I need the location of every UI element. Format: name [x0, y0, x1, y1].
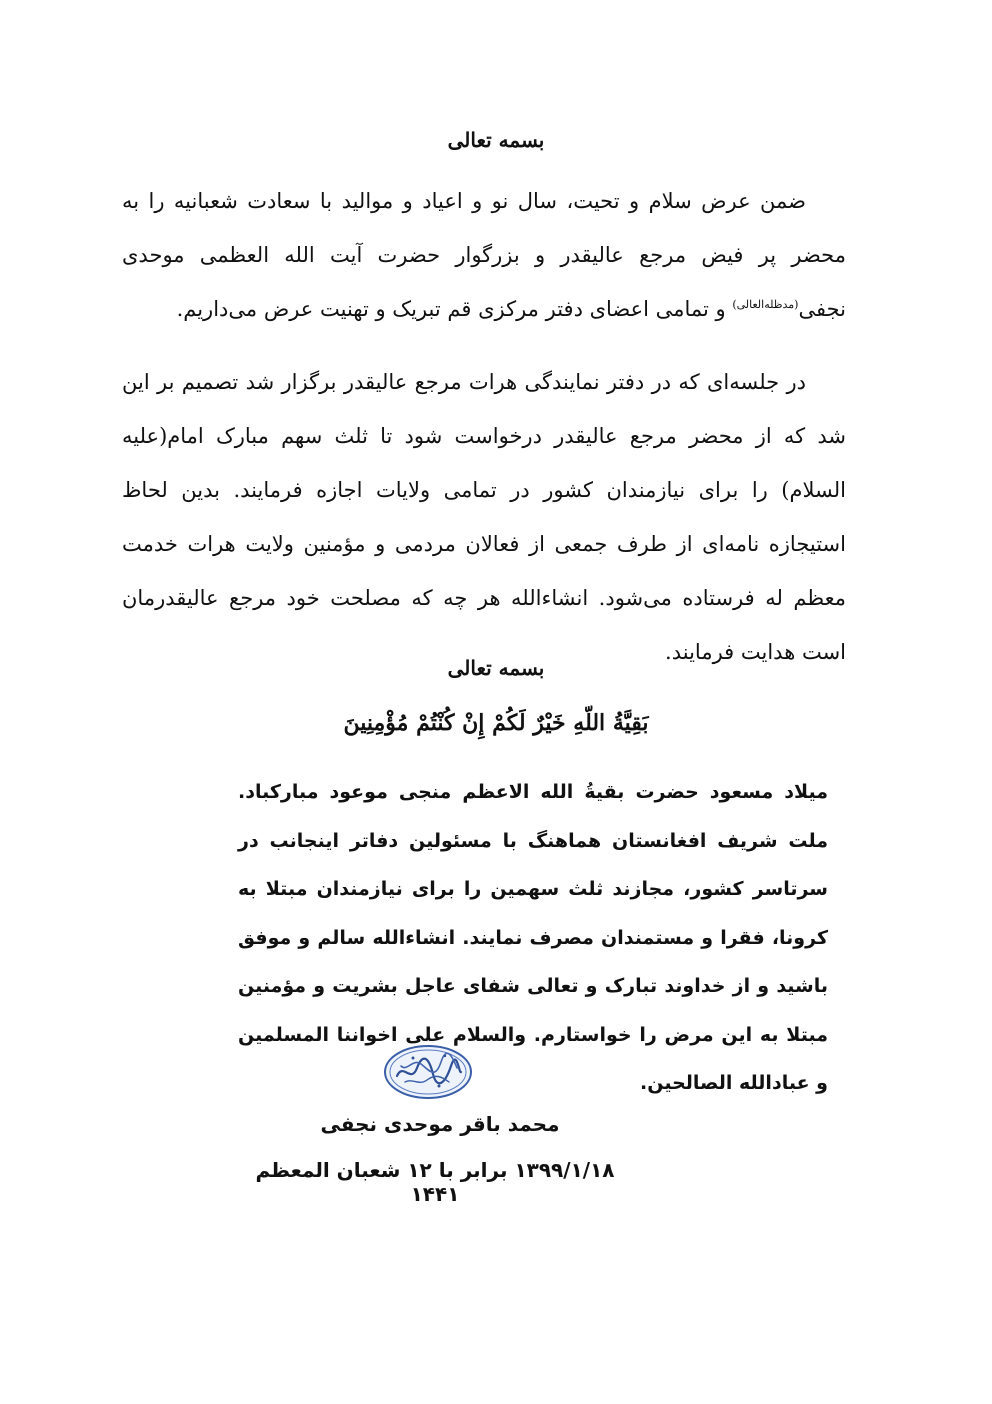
greeting-text-start: ضمن عرض سلام و تحیت، سال نو و اعیاد و موالید با سعادت شعبانیه را به محضر پر فیض مرجع عالیقدر و بزرگوار حضرت آیت الله العظمی موحدی نجفی	[122, 189, 846, 321]
quran-verse: بَقِيَّةُ اللّهِ خَيْرٌ لَكُمْ إِنْ كُنْتُمْ مُؤْمِنِينَ	[343, 710, 649, 736]
greeting-text-end: و تمامی اعضای دفتر مرکزی قم تبریک و تهنیت عرض می‌داریم.	[176, 297, 733, 321]
seal-stamp-icon	[383, 1044, 473, 1100]
top-heading: بسمه تعالی	[447, 128, 545, 152]
reply-message: میلاد مسعود حضرت بقیةُ الله الاعظم منجی موعود مبارکباد. ملت شریف افغانستان هماهنگ با مسئولین دفاتر اینجانب در سرتاسر کشور، مجازند ثلث سهمین را برای نیازمندان مبتلا به کرونا، فقرا و مستمندان مصرف نمایند. انشاءالله سالم و موفق باشید و از خداوند تبارک و تعالی شفای عاجل بشریت و مؤمنین مبتلا به این مرض را خواستارم. والسلام علی اخواننا المسلمین و عبادالله الصالحین.	[238, 781, 828, 1094]
date-line: ۱۳۹۹/۱/۱۸ برابر با ۱۲ شعبان المعظم ۱۴۴۱	[255, 1158, 615, 1206]
honorific-note: (مدظله‌العالی)	[732, 298, 799, 311]
signer-name: محمد باقر موحدی نجفی	[320, 1112, 560, 1136]
greeting-paragraph	[122, 174, 846, 336]
reply-heading: بسمه تعالی	[447, 656, 545, 680]
request-paragraph: در جلسه‌ای که در دفتر نمایندگی هرات مرجع عالیقدر برگزار شد تصمیم بر این شد که از محضر مرجع عالیقدر درخواست شود تا ثلث سهم مبارک امام(علیه السلام) را برای نیازمندان کشور در تمامی ولایات اجازه فرمایند. بدین لحاظ استیجازه نامه‌ای از طرف جمعی از فعالان مردمی و مؤمنین ولایت هرات خدمت معظم له فرستاده می‌شود. انشاءالله هر چه که مصلحت خود مرجع عالیقدرمان است هدایت فرمایند.	[122, 370, 846, 664]
seal-graphic	[383, 1044, 473, 1100]
